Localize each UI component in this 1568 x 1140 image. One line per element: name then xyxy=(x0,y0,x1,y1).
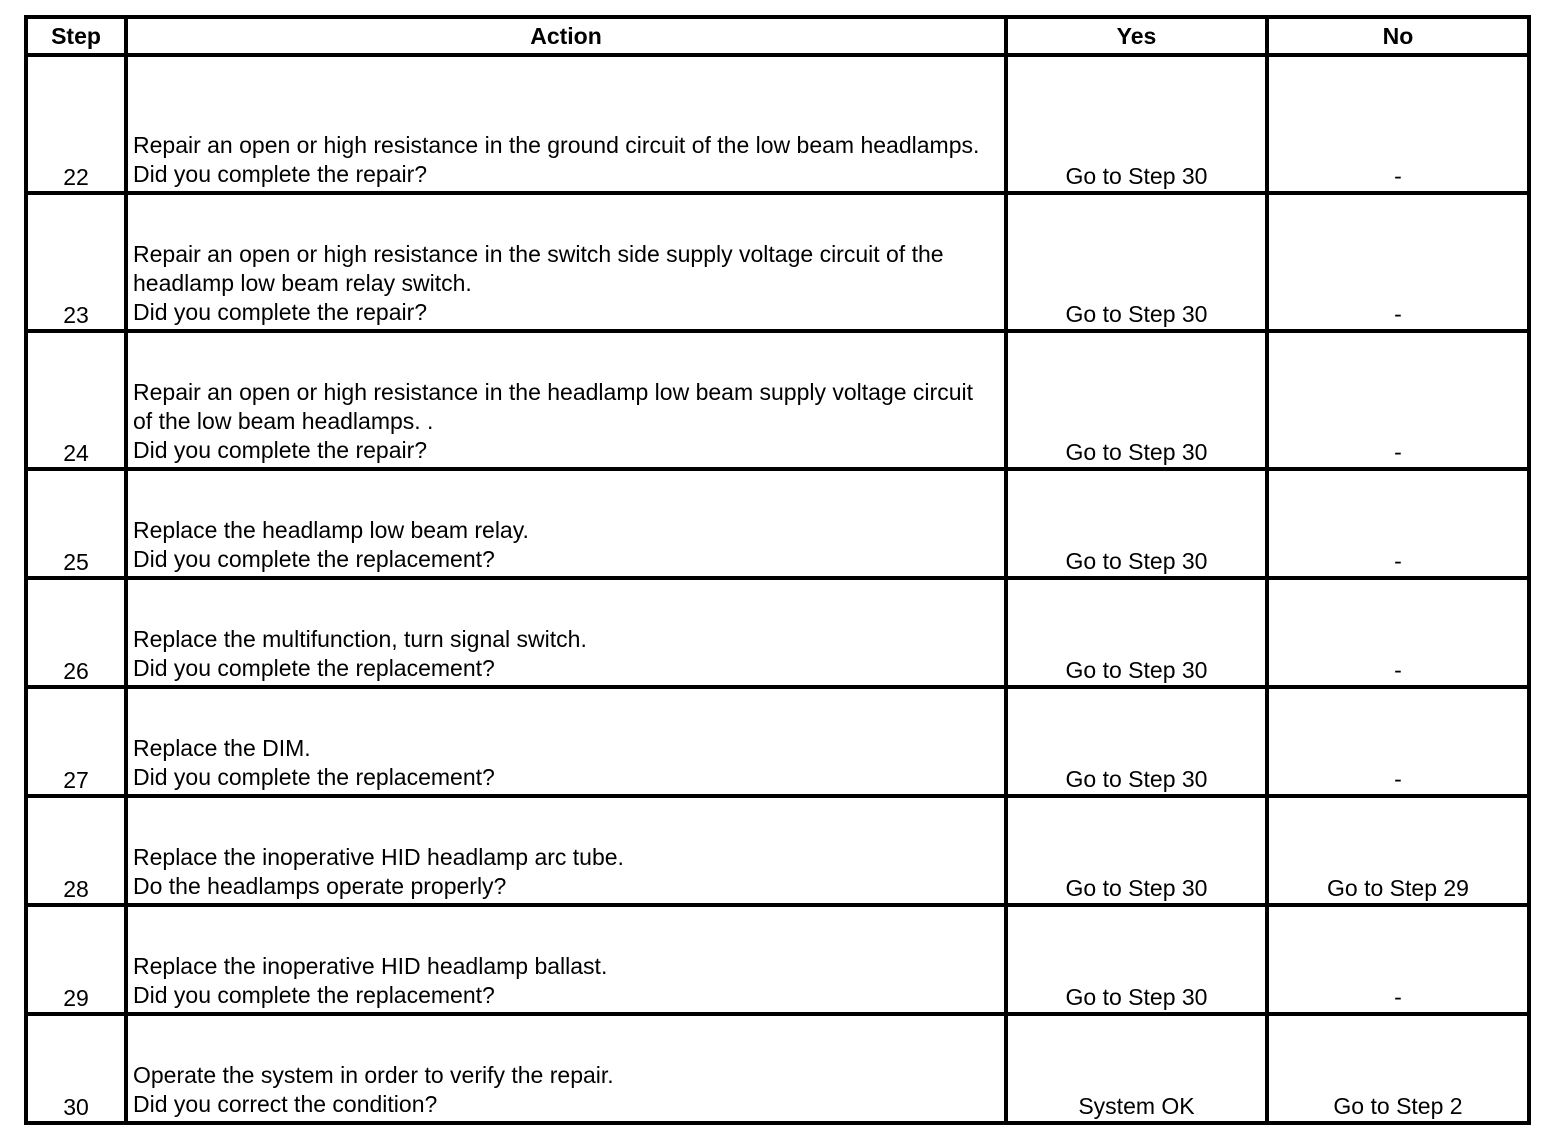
action-question: Did you complete the replacement? xyxy=(133,982,495,1008)
table-row xyxy=(26,331,1529,469)
no-result: - xyxy=(1267,578,1529,687)
step-number: 22 xyxy=(26,55,126,193)
yes-result: Go to Step 30 xyxy=(1006,905,1267,1014)
column-header-yes: Yes xyxy=(1006,17,1267,55)
yes-result: Go to Step 30 xyxy=(1006,331,1267,469)
no-result: - xyxy=(1267,55,1529,193)
column-header-no: No xyxy=(1267,17,1529,55)
action-instruction: Replace the headlamp low beam relay. xyxy=(133,517,529,543)
action-instruction: Operate the system in order to verify the repair. xyxy=(133,1062,614,1088)
table-row xyxy=(26,578,1529,687)
diagnostic-procedure-table xyxy=(24,15,1531,1125)
yes-result: Go to Step 30 xyxy=(1006,55,1267,193)
table-row xyxy=(26,905,1529,1014)
no-result: - xyxy=(1267,469,1529,578)
action-cell xyxy=(126,331,1006,469)
step-number: 28 xyxy=(26,796,126,905)
step-number: 27 xyxy=(26,687,126,796)
step-number: 30 xyxy=(26,1014,126,1123)
action-question: Did you complete the repair? xyxy=(133,437,428,463)
action-instruction: Repair an open or high resistance in the switch side supply voltage circuit of the headlamp low beam relay switch. xyxy=(133,241,944,296)
action-question: Did you correct the condition? xyxy=(133,1091,438,1117)
action-cell xyxy=(126,687,1006,796)
no-result: - xyxy=(1267,331,1529,469)
no-result: - xyxy=(1267,905,1529,1014)
action-instruction: Repair an open or high resistance in the headlamp low beam supply voltage circuit of the low beam headlamps. . xyxy=(133,379,973,434)
action-question: Did you complete the replacement? xyxy=(133,655,495,681)
column-header-action: Action xyxy=(126,17,1006,55)
action-instruction: Replace the DIM. xyxy=(133,735,311,761)
column-header-step: Step xyxy=(26,17,126,55)
action-question: Did you complete the replacement? xyxy=(133,764,495,790)
action-instruction: Repair an open or high resistance in the ground circuit of the low beam headlamps. xyxy=(133,132,980,158)
no-result: Go to Step 2 xyxy=(1267,1014,1529,1123)
no-result: - xyxy=(1267,193,1529,331)
action-cell xyxy=(126,469,1006,578)
step-number: 23 xyxy=(26,193,126,331)
table-row xyxy=(26,1014,1529,1123)
action-question: Did you complete the repair? xyxy=(133,299,428,325)
action-cell xyxy=(126,578,1006,687)
table-row xyxy=(26,55,1529,193)
step-number: 26 xyxy=(26,578,126,687)
yes-result: Go to Step 30 xyxy=(1006,796,1267,905)
no-result: - xyxy=(1267,687,1529,796)
table-row xyxy=(26,687,1529,796)
yes-result: Go to Step 30 xyxy=(1006,469,1267,578)
no-result: Go to Step 29 xyxy=(1267,796,1529,905)
action-instruction: Replace the inoperative HID headlamp ballast. xyxy=(133,953,608,979)
table-row xyxy=(26,193,1529,331)
action-cell xyxy=(126,1014,1006,1123)
yes-result: System OK xyxy=(1006,1014,1267,1123)
action-cell xyxy=(126,905,1006,1014)
action-question: Do the headlamps operate properly? xyxy=(133,873,507,899)
action-cell xyxy=(126,55,1006,193)
step-number: 24 xyxy=(26,331,126,469)
action-instruction: Replace the inoperative HID headlamp arc tube. xyxy=(133,844,624,870)
action-cell xyxy=(126,193,1006,331)
yes-result: Go to Step 30 xyxy=(1006,193,1267,331)
action-instruction: Replace the multifunction, turn signal switch. xyxy=(133,626,587,652)
table-header-row xyxy=(26,17,1529,55)
action-question: Did you complete the repair? xyxy=(133,161,428,187)
yes-result: Go to Step 30 xyxy=(1006,687,1267,796)
step-number: 25 xyxy=(26,469,126,578)
table-row xyxy=(26,796,1529,905)
step-number: 29 xyxy=(26,905,126,1014)
yes-result: Go to Step 30 xyxy=(1006,578,1267,687)
action-question: Did you complete the replacement? xyxy=(133,546,495,572)
action-cell xyxy=(126,796,1006,905)
table-row xyxy=(26,469,1529,578)
